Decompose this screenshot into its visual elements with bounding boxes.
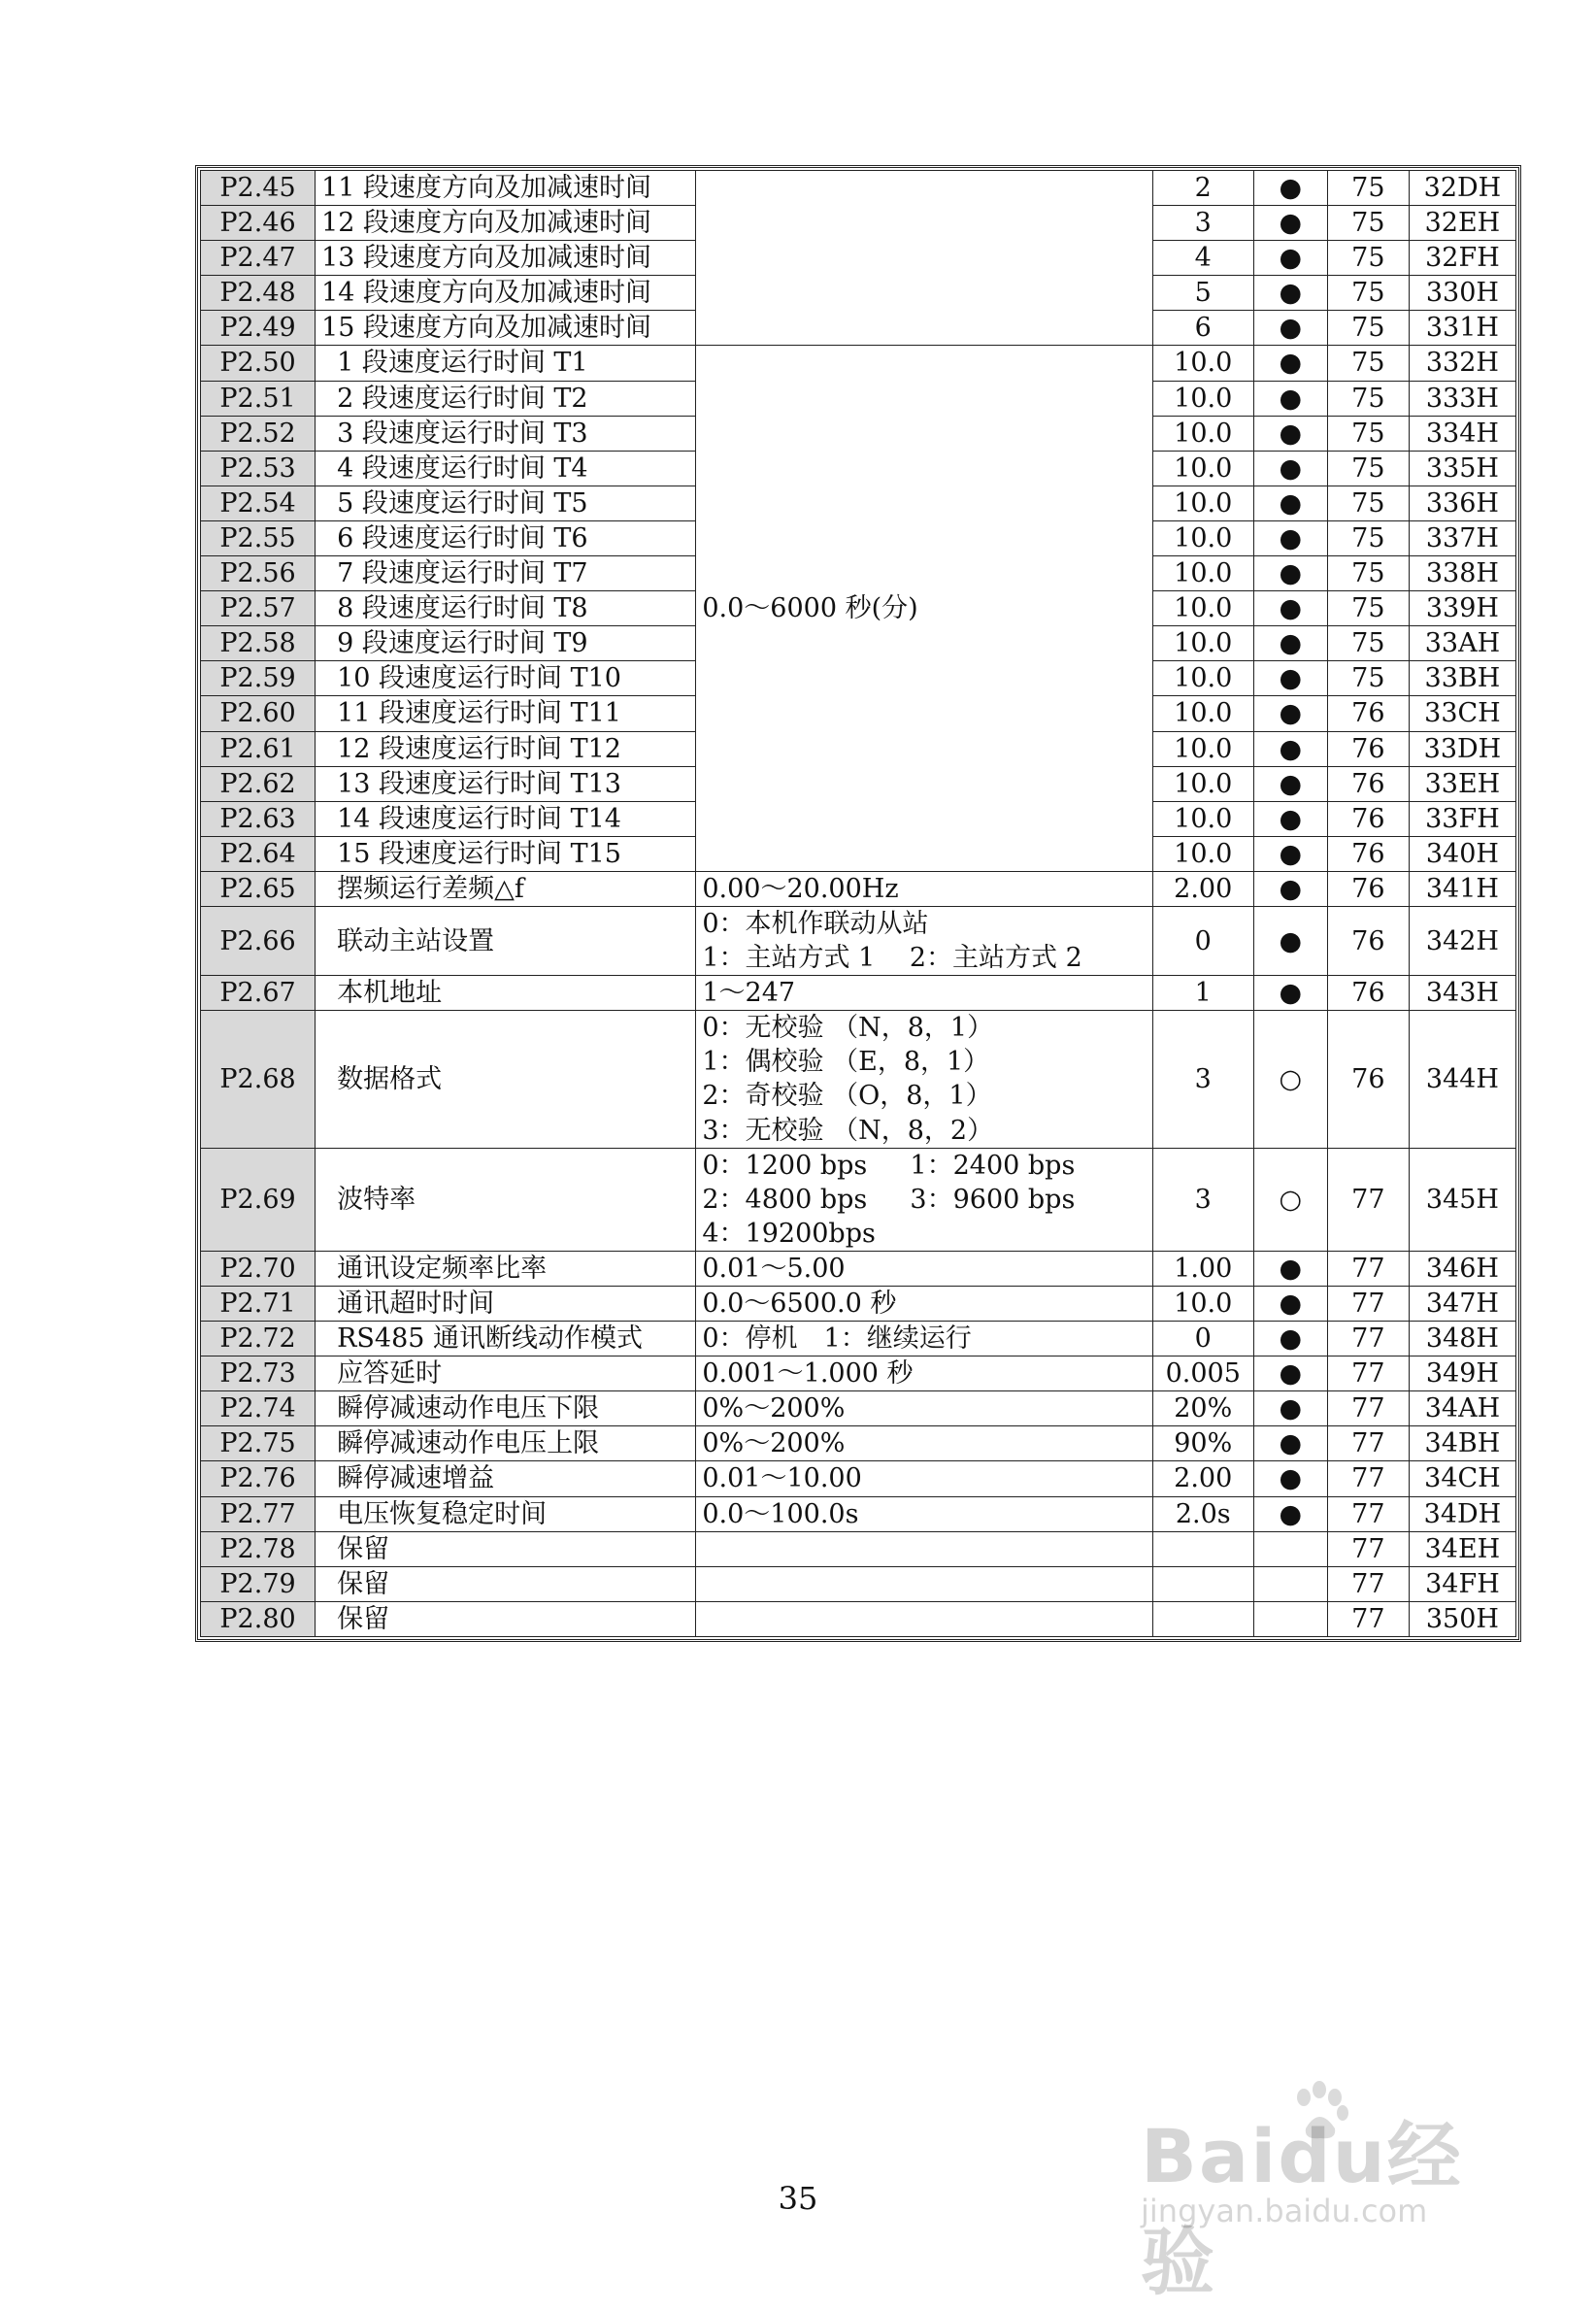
param-code: P2.60 [201,696,316,731]
param-name: 电压恢复稳定时间 [316,1496,696,1531]
param-name: 联动主站设置 [316,906,696,975]
param-code: P2.75 [201,1426,316,1461]
param-range [696,1011,1152,1148]
param-address: 345H [1409,1148,1515,1251]
param-code: P2.78 [201,1531,316,1566]
param-code: P2.46 [201,206,316,241]
param-address: 336H [1409,486,1515,520]
param-default: 0 [1152,1322,1253,1356]
param-address: 338H [1409,556,1515,591]
param-address: 340H [1409,836,1515,871]
param-range [696,871,1152,906]
param-range [696,1251,1152,1286]
param-name: 10 段速度运行时间 T10 [316,661,696,696]
param-code: P2.76 [201,1461,316,1496]
param-page: 77 [1327,1461,1409,1496]
param-default: 10.0 [1152,486,1253,520]
param-range-line: 0%～200% [702,1393,846,1424]
param-code: P2.54 [201,486,316,520]
param-address: 34BH [1409,1426,1515,1461]
param-code: P2.73 [201,1356,316,1391]
param-address: 343H [1409,976,1515,1011]
param-modify-mark: ● [1253,661,1327,696]
param-default: 6 [1152,311,1253,346]
table-row [201,1496,1516,1531]
param-name: 14 段速度运行时间 T14 [316,801,696,836]
table-row [201,1426,1516,1461]
param-address: 33FH [1409,801,1515,836]
param-modify-mark: ● [1253,206,1327,241]
param-range-line: 0.001～1.000 秒 [702,1358,914,1390]
param-default [1152,1566,1253,1601]
param-address: 34AH [1409,1391,1515,1426]
table-row [201,346,1516,381]
param-page: 76 [1327,696,1409,731]
param-default: 2.00 [1152,1461,1253,1496]
param-code: P2.69 [201,1148,316,1251]
param-default: 10.0 [1152,801,1253,836]
param-default: 3 [1152,1011,1253,1148]
param-modify-mark: ● [1253,311,1327,346]
param-name: 保留 [316,1531,696,1566]
param-name: 瞬停减速动作电压上限 [316,1426,696,1461]
param-range-line: 0：无校验 （N，8，1） [702,1013,994,1044]
param-default: 3 [1152,206,1253,241]
param-page: 75 [1327,556,1409,591]
param-address: 32EH [1409,206,1515,241]
param-modify-mark: ● [1253,346,1327,381]
param-code: P2.66 [201,906,316,975]
param-address: 32FH [1409,241,1515,276]
param-name: 保留 [316,1566,696,1601]
param-name: 12 段速度方向及加减速时间 [316,206,696,241]
param-range [696,1531,1152,1566]
param-address: 348H [1409,1322,1515,1356]
param-address: 337H [1409,520,1515,555]
param-name: 14 段速度方向及加减速时间 [316,276,696,311]
param-default: 1 [1152,976,1253,1011]
param-page: 75 [1327,311,1409,346]
param-page: 76 [1327,801,1409,836]
param-address: 34FH [1409,1566,1515,1601]
param-page: 76 [1327,766,1409,801]
table-row [201,1391,1516,1426]
param-name: 数据格式 [316,1011,696,1148]
parameter-table [200,170,1516,1637]
param-code: P2.50 [201,346,316,381]
param-code: P2.68 [201,1011,316,1148]
watermark-logo-text: Baidu经验 [1141,2113,1463,2305]
param-address: 34CH [1409,1461,1515,1496]
param-code: P2.63 [201,801,316,836]
param-modify-mark: ● [1253,1251,1327,1286]
param-default: 2.0s [1152,1496,1253,1531]
param-page: 75 [1327,661,1409,696]
param-modify-mark: ● [1253,1322,1327,1356]
param-code: P2.71 [201,1287,316,1322]
param-name: 瞬停减速动作电压下限 [316,1391,696,1426]
param-address: 339H [1409,591,1515,626]
param-modify-mark: ● [1253,1287,1327,1322]
table-row [201,976,1516,1011]
param-default: 10.0 [1152,416,1253,451]
param-code: P2.72 [201,1322,316,1356]
param-range [696,1391,1152,1426]
param-code: P2.58 [201,626,316,661]
param-name: 13 段速度运行时间 T13 [316,766,696,801]
param-page: 77 [1327,1426,1409,1461]
param-default: 0 [1152,906,1253,975]
param-default: 10.0 [1152,1287,1253,1322]
param-range-line: 0%～200% [702,1428,846,1459]
param-range [696,1322,1152,1356]
param-page: 75 [1327,241,1409,276]
param-name: 8 段速度运行时间 T8 [316,591,696,626]
table-row [201,1322,1516,1356]
param-default: 2 [1152,171,1253,206]
param-code: P2.64 [201,836,316,871]
param-name: 15 段速度方向及加减速时间 [316,311,696,346]
param-modify-mark: ● [1253,871,1327,906]
param-name: 11 段速度运行时间 T11 [316,696,696,731]
param-address: 341H [1409,871,1515,906]
param-address: 330H [1409,276,1515,311]
param-default: 10.0 [1152,731,1253,766]
param-code: P2.57 [201,591,316,626]
param-page: 77 [1327,1496,1409,1531]
param-range [696,1287,1152,1322]
table-row [201,1251,1516,1286]
param-modify-mark: ● [1253,731,1327,766]
param-modify-mark: ● [1253,1496,1327,1531]
param-address: 335H [1409,451,1515,486]
param-name: 12 段速度运行时间 T12 [316,731,696,766]
param-default: 10.0 [1152,661,1253,696]
param-code: P2.61 [201,731,316,766]
param-name: 7 段速度运行时间 T7 [316,556,696,591]
param-modify-mark: ● [1253,520,1327,555]
param-page: 77 [1327,1601,1409,1636]
param-code: P2.45 [201,171,316,206]
param-range-line: 0.0～100.0s [702,1498,859,1529]
param-page: 75 [1327,520,1409,555]
paw-logo-icon [1286,2078,1354,2146]
param-modify-mark [1253,1601,1327,1636]
param-name: 11 段速度方向及加减速时间 [316,171,696,206]
param-address: 331H [1409,311,1515,346]
param-range-line: 0：本机作联动从站 [702,908,929,939]
param-name: 9 段速度运行时间 T9 [316,626,696,661]
param-modify-mark: ● [1253,171,1327,206]
param-default: 2.00 [1152,871,1253,906]
param-address: 33CH [1409,696,1515,731]
watermark-url: jingyan.baidu.com [1141,2193,1428,2229]
param-default: 3 [1152,1148,1253,1251]
param-range [696,1461,1152,1496]
param-range-line: 0.00～20.00Hz [702,873,899,904]
param-page: 77 [1327,1251,1409,1286]
param-code: P2.77 [201,1496,316,1531]
param-modify-mark: ● [1253,696,1327,731]
param-default: 5 [1152,276,1253,311]
param-code: P2.55 [201,520,316,555]
param-modify-mark: ● [1253,1461,1327,1496]
param-range-line: 0.01～10.00 [702,1463,862,1494]
table-row [201,1148,1516,1251]
param-address: 33DH [1409,731,1515,766]
param-name: 通讯设定频率比率 [316,1251,696,1286]
param-page: 77 [1327,1322,1409,1356]
param-address: 334H [1409,416,1515,451]
param-modify-mark: ● [1253,836,1327,871]
param-page: 76 [1327,731,1409,766]
param-default [1152,1601,1253,1636]
param-page: 76 [1327,976,1409,1011]
param-range [696,1356,1152,1391]
table-row [201,171,1516,206]
param-modify-mark: ○ [1253,1011,1327,1148]
param-page: 75 [1327,486,1409,520]
param-modify-mark: ● [1253,591,1327,626]
param-modify-mark: ● [1253,276,1327,311]
param-address: 34EH [1409,1531,1515,1566]
param-page: 75 [1327,346,1409,381]
param-page: 75 [1327,626,1409,661]
param-range [696,1426,1152,1461]
param-range [696,906,1152,975]
param-code: P2.74 [201,1391,316,1426]
param-page: 77 [1327,1566,1409,1601]
param-range [696,1496,1152,1531]
param-default: 10.0 [1152,346,1253,381]
param-page: 75 [1327,206,1409,241]
table-row [201,1011,1516,1148]
param-modify-mark: ● [1253,976,1327,1011]
param-modify-mark: ● [1253,906,1327,975]
param-modify-mark: ● [1253,801,1327,836]
param-name: 保留 [316,1601,696,1636]
param-name: 1 段速度运行时间 T1 [316,346,696,381]
param-name: 13 段速度方向及加减速时间 [316,241,696,276]
param-address: 33BH [1409,661,1515,696]
param-name: 6 段速度运行时间 T6 [316,520,696,555]
param-page: 76 [1327,871,1409,906]
param-page: 75 [1327,591,1409,626]
param-range-line: 4：19200bps [702,1218,876,1249]
param-code: P2.49 [201,311,316,346]
param-default: 10.0 [1152,836,1253,871]
param-range [696,1601,1152,1636]
param-name: RS485 通讯断线动作模式 [316,1322,696,1356]
param-default: 10.0 [1152,381,1253,416]
param-range-merged: 0.0～6000 秒(分) [696,346,1152,871]
param-code: P2.62 [201,766,316,801]
page-number: 35 [778,2180,818,2217]
param-modify-mark: ● [1253,451,1327,486]
param-address: 333H [1409,381,1515,416]
param-name: 3 段速度运行时间 T3 [316,416,696,451]
param-code: P2.56 [201,556,316,591]
param-range [696,976,1152,1011]
param-code: P2.53 [201,451,316,486]
param-range-merged-blank [696,171,1152,346]
param-range-line: 1：偶校验 （E，8，1） [702,1047,990,1078]
param-range [696,1148,1152,1251]
param-name: 15 段速度运行时间 T15 [316,836,696,871]
param-code: P2.80 [201,1601,316,1636]
table-row [201,1461,1516,1496]
param-default: 20% [1152,1391,1253,1426]
param-name: 摆频运行差频△f [316,871,696,906]
param-default: 10.0 [1152,696,1253,731]
param-address: 33EH [1409,766,1515,801]
param-name: 波特率 [316,1148,696,1251]
param-range-line: 0.01～5.00 [702,1253,846,1284]
param-default [1152,1531,1253,1566]
param-address: 332H [1409,346,1515,381]
parameter-table-frame [195,165,1521,1642]
param-range-line: 3：无校验 （N，8，2） [702,1115,994,1146]
table-row [201,1566,1516,1601]
param-code: P2.48 [201,276,316,311]
param-code: P2.65 [201,871,316,906]
param-address: 344H [1409,1011,1515,1148]
param-code: P2.51 [201,381,316,416]
param-code: P2.70 [201,1251,316,1286]
param-address: 349H [1409,1356,1515,1391]
table-row [201,1356,1516,1391]
param-modify-mark: ● [1253,626,1327,661]
param-modify-mark: ○ [1253,1148,1327,1251]
param-modify-mark [1253,1566,1327,1601]
param-default: 0.005 [1152,1356,1253,1391]
param-modify-mark: ● [1253,241,1327,276]
param-name: 通讯超时时间 [316,1287,696,1322]
param-range-line: 2：4800 bps 3：9600 bps [702,1184,1076,1215]
param-name: 本机地址 [316,976,696,1011]
param-modify-mark: ● [1253,766,1327,801]
param-range-line: 0：1200 bps 1：2400 bps [702,1150,1076,1181]
param-modify-mark: ● [1253,381,1327,416]
param-page: 77 [1327,1356,1409,1391]
param-page: 76 [1327,906,1409,975]
param-address: 347H [1409,1287,1515,1322]
param-default: 10.0 [1152,556,1253,591]
param-modify-mark: ● [1253,1391,1327,1426]
param-page: 75 [1327,451,1409,486]
param-page: 77 [1327,1148,1409,1251]
param-address: 350H [1409,1601,1515,1636]
param-code: P2.47 [201,241,316,276]
param-name: 4 段速度运行时间 T4 [316,451,696,486]
param-range-line: 1：主站方式 1 2：主站方式 2 [702,943,1082,974]
table-row [201,906,1516,975]
param-modify-mark: ● [1253,1356,1327,1391]
param-code: P2.59 [201,661,316,696]
table-row [201,1287,1516,1322]
param-default: 10.0 [1152,520,1253,555]
param-modify-mark: ● [1253,1426,1327,1461]
param-code: P2.79 [201,1566,316,1601]
param-default: 10.0 [1152,591,1253,626]
param-name: 5 段速度运行时间 T5 [316,486,696,520]
param-default: 4 [1152,241,1253,276]
table-row [201,1531,1516,1566]
param-modify-mark: ● [1253,486,1327,520]
param-address: 33AH [1409,626,1515,661]
param-code: P2.67 [201,976,316,1011]
param-name: 瞬停减速增益 [316,1461,696,1496]
param-page: 75 [1327,381,1409,416]
param-address: 346H [1409,1251,1515,1286]
param-page: 75 [1327,171,1409,206]
table-row [201,1601,1516,1636]
table-row [201,871,1516,906]
param-name: 应答延时 [316,1356,696,1391]
param-page: 75 [1327,276,1409,311]
param-page: 77 [1327,1287,1409,1322]
param-name: 2 段速度运行时间 T2 [316,381,696,416]
param-default: 10.0 [1152,626,1253,661]
param-page: 77 [1327,1391,1409,1426]
param-address: 32DH [1409,171,1515,206]
param-default: 10.0 [1152,451,1253,486]
param-default: 10.0 [1152,766,1253,801]
param-page: 77 [1327,1531,1409,1566]
param-range-line: 0.0～6500.0 秒 [702,1289,897,1319]
param-default: 90% [1152,1426,1253,1461]
param-range-line: 0：停机 1：继续运行 [702,1323,972,1355]
param-default: 1.00 [1152,1251,1253,1286]
param-modify-mark: ● [1253,416,1327,451]
param-range [696,1566,1152,1601]
param-page: 76 [1327,1011,1409,1148]
param-address: 342H [1409,906,1515,975]
param-code: P2.52 [201,416,316,451]
param-range-line: 2：奇校验 （O，8，1） [702,1081,992,1112]
param-range-line: 1～247 [702,978,796,1009]
param-address: 34DH [1409,1496,1515,1531]
param-page: 75 [1327,416,1409,451]
param-modify-mark [1253,1531,1327,1566]
param-modify-mark: ● [1253,556,1327,591]
param-page: 76 [1327,836,1409,871]
